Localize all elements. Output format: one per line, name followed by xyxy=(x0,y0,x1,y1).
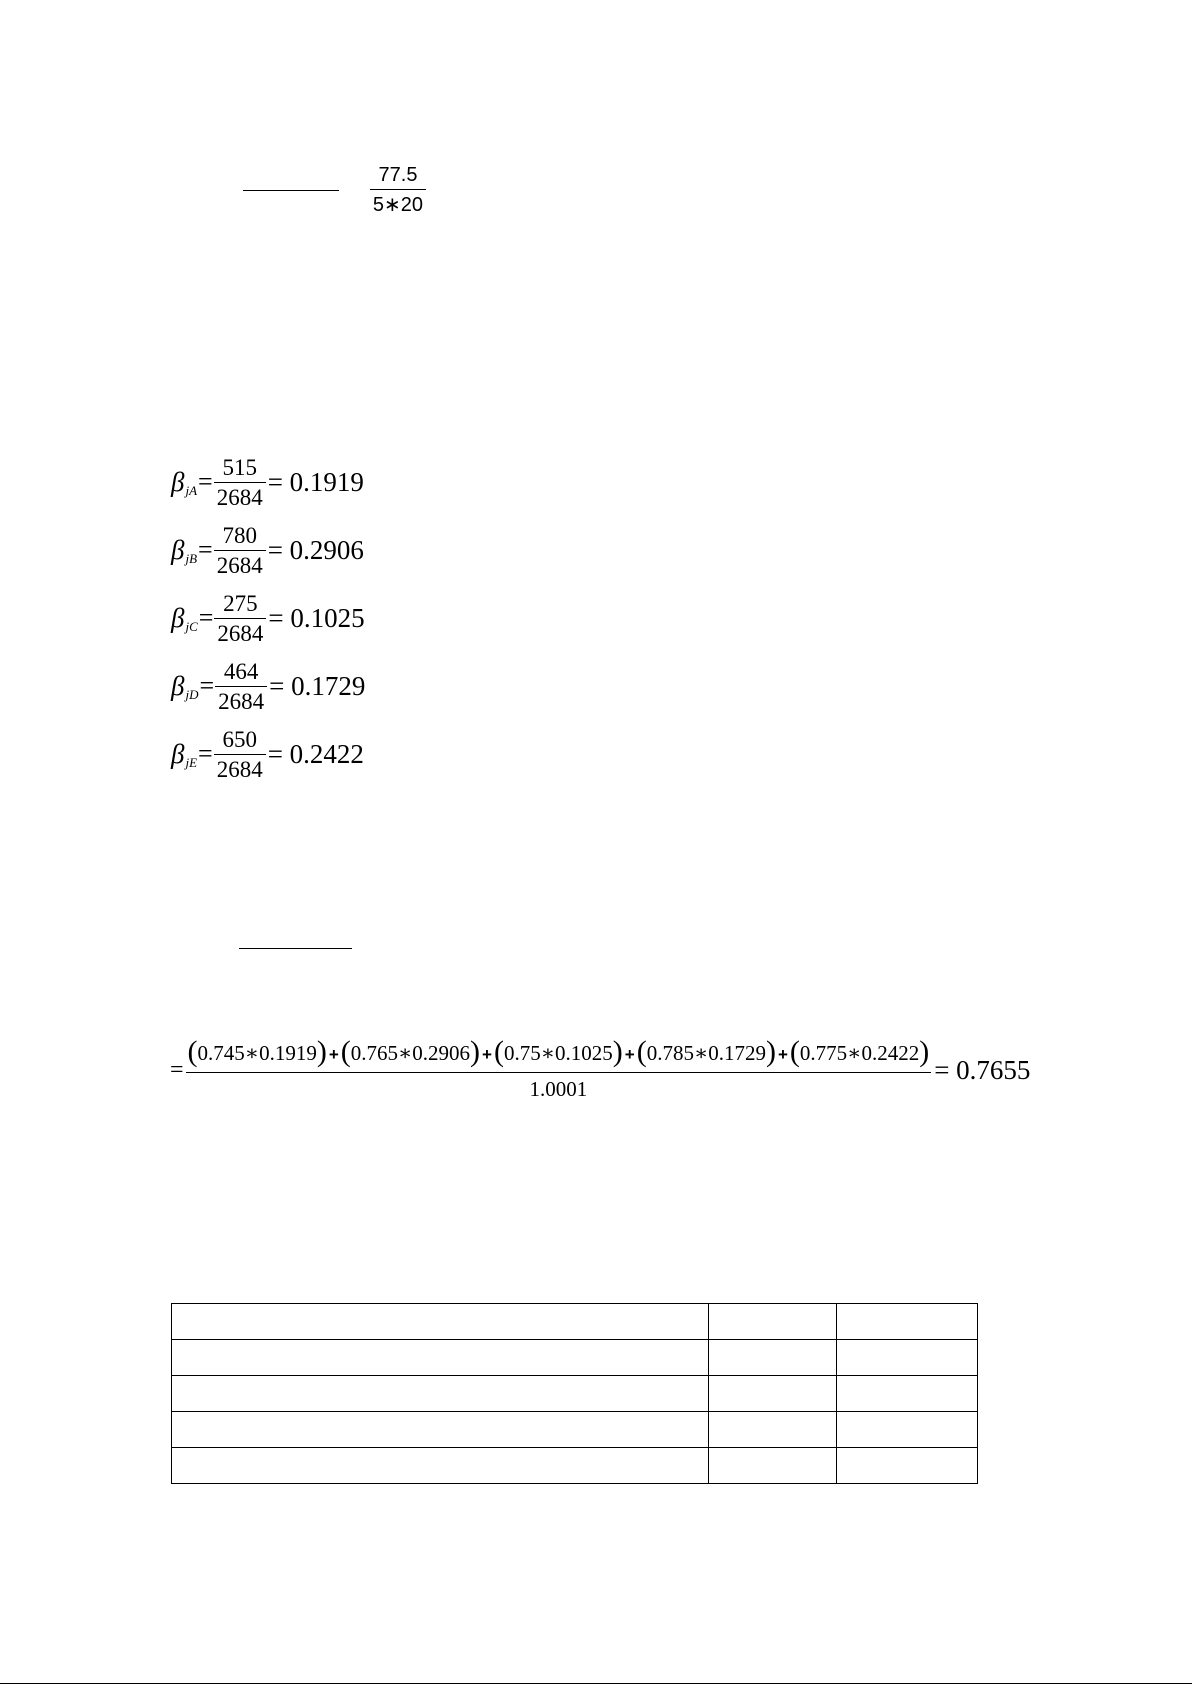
paren: ( xyxy=(493,1035,504,1068)
table-cell xyxy=(709,1376,837,1412)
top-fraction-denominator: 5∗20 xyxy=(372,194,424,216)
beta-result: = 0.1729 xyxy=(269,670,366,701)
blank-underline-top xyxy=(243,190,339,191)
weighted-denominator: 1.0001 xyxy=(186,1072,932,1102)
paren: ( xyxy=(789,1035,800,1068)
beta-equation-d xyxy=(171,658,365,714)
table-cell xyxy=(837,1448,978,1484)
top-fraction xyxy=(370,164,426,217)
beta-equation-e xyxy=(171,726,364,782)
beta-equation-c xyxy=(171,590,365,646)
beta-denominator: 2684 xyxy=(215,686,267,713)
beta-subscript: jB xyxy=(185,551,198,566)
term: 0.765∗0.2906 xyxy=(350,1041,471,1065)
beta-equation-a xyxy=(171,454,364,510)
paren: ) xyxy=(316,1035,327,1068)
equals-sign: = xyxy=(198,739,213,768)
beta-fraction xyxy=(214,592,266,645)
table-cell xyxy=(172,1448,709,1484)
weighted-fraction xyxy=(186,1034,932,1102)
beta-denominator: 2684 xyxy=(214,550,266,577)
paren: ) xyxy=(470,1035,481,1068)
plus-sign: + xyxy=(624,1045,635,1064)
weighted-numerator xyxy=(186,1034,932,1072)
term: 0.775∗0.2422 xyxy=(799,1041,920,1065)
beta-numerator: 780 xyxy=(222,522,257,548)
table-cell xyxy=(837,1340,978,1376)
table-cell xyxy=(837,1376,978,1412)
table-cell xyxy=(172,1304,709,1340)
footer-rule xyxy=(0,1683,1192,1684)
equals-sign: = xyxy=(198,603,214,632)
table-row xyxy=(172,1376,978,1412)
paren: ) xyxy=(765,1035,776,1068)
beta-numerator: 515 xyxy=(222,454,257,480)
table-cell xyxy=(709,1340,837,1376)
beta-numerator: 464 xyxy=(223,658,259,684)
table-cell xyxy=(837,1304,978,1340)
beta-denominator: 2684 xyxy=(214,754,266,781)
beta-fraction xyxy=(215,660,267,713)
beta-result: = 0.1025 xyxy=(268,602,365,633)
beta-subscript: jC xyxy=(185,619,198,634)
results-table xyxy=(171,1303,978,1484)
beta-subscript: jA xyxy=(185,483,198,498)
paren: ( xyxy=(187,1035,198,1068)
beta-denominator: 2684 xyxy=(214,482,266,509)
table-cell xyxy=(172,1412,709,1448)
beta-symbol: β xyxy=(171,602,185,633)
beta-denominator: 2684 xyxy=(214,618,266,645)
table-row xyxy=(172,1340,978,1376)
paren: ( xyxy=(636,1035,647,1068)
equals-sign: = xyxy=(199,671,215,700)
beta-result: = 0.2906 xyxy=(267,534,364,565)
table-row xyxy=(172,1412,978,1448)
table-cell xyxy=(172,1340,709,1376)
weighted-result: = 0.7655 xyxy=(934,1054,1031,1085)
beta-symbol: β xyxy=(171,466,185,497)
beta-symbol: β xyxy=(171,670,185,701)
term: 0.785∗0.1729 xyxy=(646,1041,766,1065)
table-cell xyxy=(709,1304,837,1340)
beta-result: = 0.2422 xyxy=(267,738,364,769)
equals-sign: = xyxy=(170,1056,184,1083)
top-fraction-numerator: 77.5 xyxy=(378,164,418,186)
equals-sign: = xyxy=(198,535,213,564)
beta-result: = 0.1919 xyxy=(267,466,364,497)
beta-symbol: β xyxy=(171,738,185,769)
table-cell xyxy=(709,1448,837,1484)
table-row xyxy=(172,1304,978,1340)
beta-fraction xyxy=(214,456,266,509)
beta-subscript: jD xyxy=(185,687,199,702)
beta-fraction xyxy=(214,728,266,781)
term: 0.745∗0.1919 xyxy=(197,1041,317,1065)
beta-subscript: jE xyxy=(185,755,198,770)
plus-sign: + xyxy=(777,1045,788,1064)
beta-numerator: 275 xyxy=(223,590,258,616)
table-row xyxy=(172,1448,978,1484)
blank-underline-middle xyxy=(239,948,352,949)
plus-sign: + xyxy=(482,1045,492,1064)
paren: ) xyxy=(919,1035,930,1068)
weighted-average-equation xyxy=(170,1034,1030,1102)
beta-numerator: 650 xyxy=(222,726,257,752)
beta-fraction xyxy=(214,524,266,577)
beta-symbol: β xyxy=(171,534,185,565)
table-cell xyxy=(837,1412,978,1448)
paren: ( xyxy=(340,1035,351,1068)
table-cell xyxy=(709,1412,837,1448)
term: 0.75∗0.1025 xyxy=(503,1041,613,1065)
paren: ) xyxy=(612,1035,623,1068)
table-cell xyxy=(172,1376,709,1412)
beta-equation-b xyxy=(171,522,364,578)
equals-sign: = xyxy=(198,467,213,496)
plus-sign: + xyxy=(328,1045,339,1064)
